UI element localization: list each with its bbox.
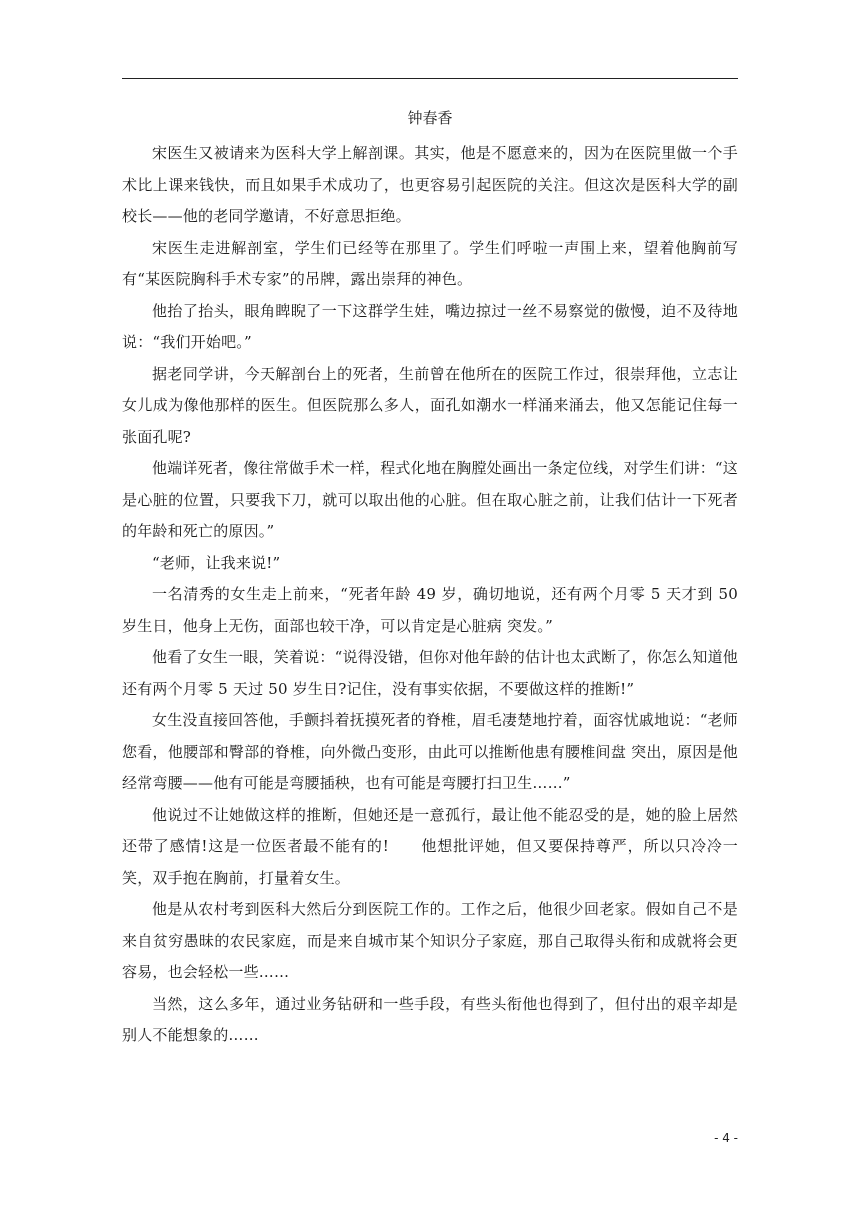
paragraph: 他看了女生一眼，笑着说：“说得没错，但你对他年龄的估计也太武断了，你怎么知道他还有两个月零 5 天过 50 岁生日?记住，没有事实依据，不要做这样的推断!” — [122, 648, 738, 698]
header-rule — [122, 78, 738, 79]
story-title: 钟春香 — [407, 109, 453, 127]
paragraph: 女生没直接回答他，手颤抖着抚摸死者的脊椎，眉毛凄楚地拧着，面容忧戚地说：“老师您看，他腰部和臀部的脊椎，向外微凸变形，由此可以推断他患有腰椎间盘 突出，原因是他经常弯腰——他有可能是弯腰插秧，也有可能是弯腰打扫卫生……” — [122, 711, 738, 792]
paragraph: 他是从农村考到医科大然后分到医院工作的。工作之后，他很少回老家。假如自己不是来自贫穷愚昧的农民家庭，而是来自城市某个知识分子家庭，那自己取得头衔和成就将会更容易，也会轻松一些…… — [122, 900, 738, 981]
page-number: - 4 - — [714, 1131, 738, 1145]
document-body — [122, 106, 738, 1052]
paragraph: 他端详死者，像往常做手术一样，程式化地在胸膛处画出一条定位线，对学生们讲：“这是心脏的位置，只要我下刀，就可以取出他的心脏。但在取心脏之前，让我们估计一下死者的年龄和死亡的原因。” — [122, 459, 738, 540]
paragraph: 据老同学讲，今天解剖台上的死者，生前曾在他所在的医院工作过，很崇拜他，立志让女儿成为像他那样的医生。但医院那么多人，面孔如潮水一样涌来涌去，他又怎能记住每一张面孔呢? — [122, 364, 738, 446]
paragraph: 宋医生走进解剖室，学生们已经等在那里了。学生们呼啦一声围上来，望着他胸前写有“某医院胸科手术专家”的吊牌，露出崇拜的神色。 — [122, 238, 738, 288]
paragraph: “老师，让我来说!” — [152, 553, 281, 572]
paragraph: 他说过不让她做这样的推断，但她还是一意孤行，最让他不能忍受的是，她的脸上居然还带了感情!这是一位医者最不能有的! 他想批评她，但又要保持尊严，所以只冷冷一笑，双手抱在胸前，打量着女生。 — [122, 805, 738, 887]
paragraph: 一名清秀的女生走上前来，“死者年龄 49 岁，确切地说，还有两个月零 5 天才到 50 岁生日，他身上无伤，面部也较干净，可以肯定是心脏病 突发。” — [122, 585, 738, 635]
paragraph: 宋医生又被请来为医科大学上解剖课。其实，他是不愿意来的，因为在医院里做一个手术比上课来钱快，而且如果手术成功了，也更容易引起医院的关注。但这次是医科大学的副校长——他的老同学邀请，不好意思拒绝。 — [122, 144, 738, 225]
paragraph: 他抬了抬头，眼角睥睨了一下这群学生娃，嘴边掠过一丝不易察觉的傲慢，迫不及待地说：“我们开始吧。” — [122, 301, 738, 351]
paragraph: 当然，这么多年，通过业务钻研和一些手段，有些头衔他也得到了，但付出的艰辛却是别人不能想象的…… — [122, 994, 738, 1044]
